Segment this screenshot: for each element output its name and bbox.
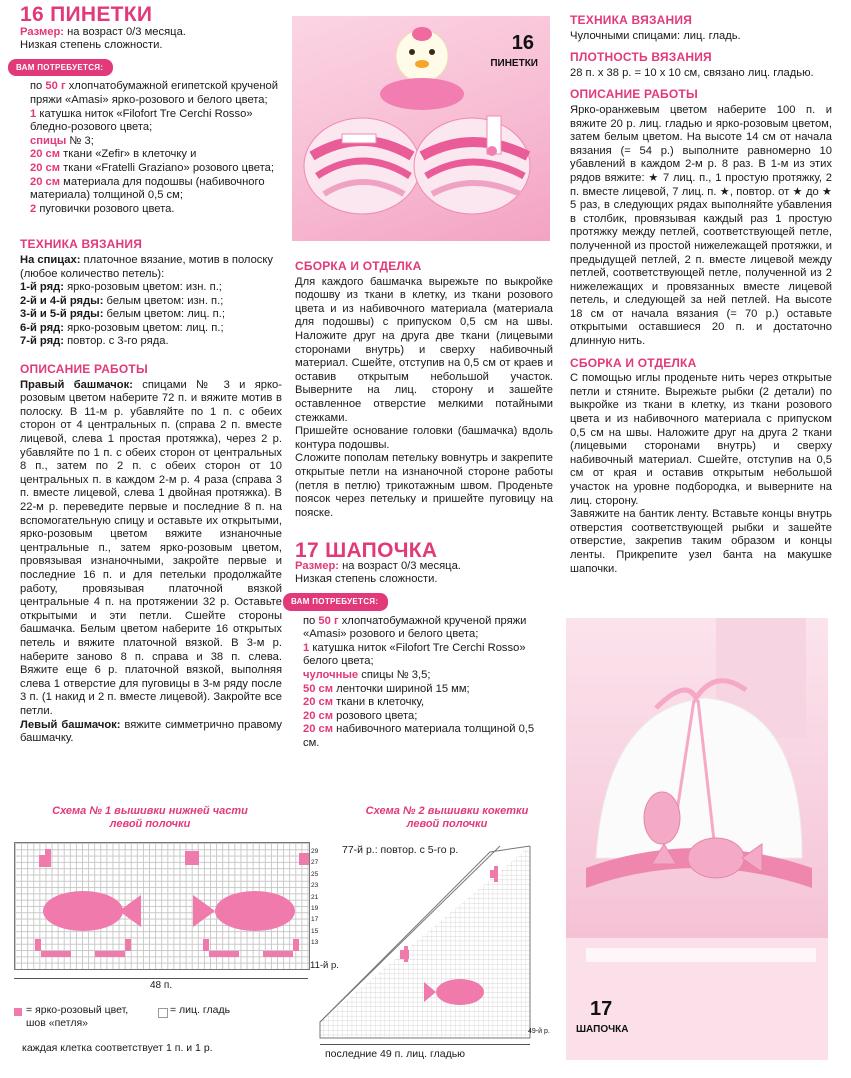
photo17-number: 17 — [590, 998, 613, 1020]
schema1-width-line — [14, 978, 308, 979]
column-middle — [291, 252, 553, 751]
item16-size-label: Размер: — [20, 25, 65, 38]
item17-materials — [295, 615, 553, 751]
hat-illustration — [566, 618, 828, 1060]
material-item — [303, 710, 553, 724]
material-text: ткани «Zefir» в клеточку и — [60, 148, 197, 161]
stitch-row-label: 7-й ряд: — [20, 335, 64, 348]
photo17-caption: ШАПОЧКА — [576, 1024, 629, 1035]
row-number: 17 — [311, 916, 319, 924]
photo16-caption: ПИНЕТКИ — [490, 58, 538, 69]
schema2-repeat-label: 77-й р.: повтор. с 5-го р. — [342, 844, 459, 856]
legend-pink-label: = ярко-розовый цвет, шов «петля» — [26, 1004, 129, 1029]
item17-work-text: Ярко-оранжевым цветом наберите 100 п. и вяжите 20 р. лиц. гладью и ярко-розовым цветом, затем белым цветом. На высоте 14 см от начала вязания (= 54 р.) выполните равномерно 10 убавлений в каждом 2-м р. 8 раз. В 1-м из этих рядов вяжите: ★ 7 лиц. п., 1 простую протяжку, 2 п. вместе лицевой, 7 лиц. п. ★, повтор. от ★ до ★ 5 раз, в следующих рядах выполняйте убавления в столбик, провязывая каждый раз 1 простую протяжку между петлей, соответствующей петле, полученной из простой нижележащей протяжки, и предыдущей петлей, 2 п. вместе лицевой между петлей, соответствующей петле, полученной из 2 нижележащих и провязанных вместе лицевой петель, и следующей за ней петлей. На высоте 18 см от начала вязания (= 70 р.) оставьте открытыми оставшиеся 20 п. и достаточно длинную нить. — [570, 103, 832, 348]
item16-left-label: Левый башмачок: — [20, 718, 121, 731]
material-text: катушка ниток «Filofort Tre Cerchi Rosso» бледно-розового цвета; — [30, 107, 253, 134]
material-amount: 50 г — [45, 80, 66, 93]
stitch-row — [20, 295, 282, 309]
material-text: розового цвета; — [333, 709, 418, 722]
stitch-row-text: повтор. с 3-го ряда. — [63, 335, 169, 348]
row-number: 15 — [311, 927, 319, 935]
stitch-row-label: 6-й ряд: — [20, 321, 64, 334]
item17-work-title: ОПИСАНИЕ РАБОТЫ — [570, 87, 698, 102]
material-text: ткани «Fratelli Graziano» розового цвета; — [60, 161, 274, 174]
material-text: катушка ниток «Filofort Tre Cerchi Rosso» белого цвета; — [303, 641, 526, 668]
column-right — [570, 14, 832, 576]
material-amount: 50 см — [303, 682, 334, 695]
item17-density-title: ПЛОТНОСТЬ ВЯЗАНИЯ — [570, 50, 712, 65]
item17-technique-text: Чулочными спицами: лиц. гладь. — [570, 29, 741, 42]
material-amount: 20 см — [303, 723, 334, 736]
material-amount: 2 — [30, 202, 37, 215]
item16-assembly-p2: Пришейте основание головки (башмачка) вдоль контура подошвы. — [295, 425, 553, 451]
stitch-row-text: белым цветом: лиц. п.; — [103, 308, 225, 321]
schema1-width-label: 48 п. — [150, 980, 173, 991]
item17-technique-title: ТЕХНИКА ВЯЗАНИЯ — [570, 13, 693, 27]
material-amount: 50 г — [318, 614, 339, 627]
column-left — [16, 3, 282, 746]
stitch-row-text: ярко-розовым цветом: изн. п.; — [63, 281, 222, 294]
material-amount: 20 см — [30, 148, 61, 161]
photo16-number: 16 — [511, 32, 534, 54]
legend-white-swatch — [158, 1008, 168, 1018]
stitch-row — [20, 308, 282, 322]
material-item — [30, 108, 282, 135]
item17-size-value: на возраст 0/3 месяца. — [339, 559, 461, 572]
material-item — [303, 615, 553, 642]
item16-title: 16 ПИНЕТКИ — [20, 3, 153, 26]
schema2-grid — [300, 842, 540, 1042]
schema1-grid — [14, 842, 310, 970]
schema2-footer: последние 49 п. лиц. гладью — [325, 1048, 466, 1060]
item16-assembly-p1: Для каждого башмачка вырежьте по выкройке подошву из ткани в клетку, из ткани розового цвета и из набивочного материала (материала для подошвы) с припуском 0,5 см на швы. Наложите друг на друга две ткани (лицевыми сторонами внутрь) и сверху набивочный материал. Сшейте, отступив на 0,5 см от краев и оставив открытым небольшой участок. Выверните на лиц. сторону и зашейте оставленное отверстие мелкими потайными стежками. — [295, 275, 553, 424]
item16-rows — [20, 281, 282, 349]
material-text: набивочного материала толщиной 0,5 см. — [303, 723, 535, 749]
photo-hat — [566, 618, 828, 1060]
stitch-row-label: 2-й и 4-й ряды: — [20, 294, 104, 307]
material-item — [30, 176, 282, 203]
row-number: 21 — [311, 893, 319, 901]
material-item — [303, 696, 553, 710]
legend-white-label: = лиц. гладь — [170, 1004, 231, 1016]
stitch-row-label: 1-й ряд: — [20, 281, 64, 294]
material-text: пуговички розового цвета. — [36, 202, 175, 215]
item16-size-value: на возраст 0/3 месяца. — [64, 25, 186, 38]
material-item — [30, 203, 282, 217]
material-text: № 3; — [66, 134, 94, 147]
stitch-row — [20, 281, 282, 295]
row-number: 19 — [311, 905, 319, 913]
item17-assembly-p2: Завяжите на бантик ленту. Вставьте концы внутрь отверстия соответствующей рыбки и зашейте отверстие, закрепив таким образом и концы ленты. Прикрепите узел банта на макушке шапочки. — [570, 508, 832, 575]
stitch-row-text: белым цветом: изн. п.; — [103, 294, 224, 307]
material-text: хлопчатобумажной крученой пряжи «Amasi» розового и белого цвета; — [303, 614, 527, 641]
material-item — [30, 162, 282, 176]
material-text: хлопчатобумажной египетской крученой пряжи «Amasi» ярко-розового и белого цвета; — [30, 80, 278, 106]
item16-assembly-p3: Сложите пополам петельку вовнутрь и закрепите открытые петли на изнаночной стороне работы (петля в петлю) трикотажным швом. Проденьте поясок через петельку и пришейте пуговицу на пояске. — [295, 452, 553, 519]
stitch-row — [20, 335, 282, 349]
material-item — [303, 642, 553, 669]
row-number: 25 — [311, 870, 319, 878]
material-text: ткани в клеточку, — [333, 696, 425, 709]
material-item — [30, 135, 282, 149]
legend-pink-swatch — [14, 1008, 22, 1016]
row-number: 27 — [311, 859, 319, 867]
item16-need-badge: ВАМ ПОТРЕБУЕТСЯ: — [8, 59, 113, 77]
row-number: 23 — [311, 882, 319, 890]
material-prefix: по — [30, 80, 46, 93]
item17-size-label: Размер: — [295, 559, 340, 572]
material-item — [30, 148, 282, 162]
schema2-width-line — [320, 1044, 530, 1045]
item16-technique-lead: платочное вязание, мотив в полоску (любое количество петель): — [20, 253, 274, 280]
item16-technique-lead-label: На спицах: — [20, 253, 81, 266]
material-text: ленточки шириной 15 мм; — [333, 682, 470, 695]
stitch-row-text: ярко-розовым цветом: лиц. п.; — [63, 321, 224, 334]
material-amount: 20 см — [30, 175, 61, 188]
schema1-bottom-label: 11-й р. — [310, 960, 339, 971]
row-number: 29 — [311, 848, 319, 855]
row-number: 13 — [311, 939, 319, 947]
item16-materials — [20, 80, 282, 216]
item16-right-label: Правый башмачок: — [20, 378, 133, 391]
item16-right-text: спицами № 3 и ярко-розовым цветом наберите 72 п. и вяжите мотив в полоску. В 11-м р. убавляйте по 1 п. с обеих сторон от 4 центральных п. (справа 2 п. вместе лицевой, слева 1 простая протяжка), через 2 р. убавляйте по 1 п. с обеих сторон от центральных 8 п., затем по 2 п. с обеих сторон от 10 центральных п. в каждом 2-м р. 4 раза (справа 3 п. вместе лицевой, слева 1 двойная протяжка). В 22-м р. переведите первые и последние 8 п. на вспомогательную спицу и оставьте их открытыми, ярко-розовым цветом вяжите изнаночные центральные п., затем ярко-розовым цветом, провязывая изнаночными, закройте первые и последние 16 п. и для петельки продолжайте работу, провязывая платочной вязкой центральные 4 п. на протяжении 32 р. Оставьте открытыми и эти петли. Сшейте стороны башмачка. Белым цветом наберите 16 открытых петель и вяжите платочной вязкой. В 3-м р. наберите заново 8 п. справа и 38 п. слева. Вяжите еще 6 р. платочной вязкой, выполняя слева 1 отверстие для пуговицы в 3-м ряду после 3 п. (1 накид и 2 п. вместе лицевой). Закройте все петли. — [20, 378, 282, 717]
item16-left-text: вяжите симметрично правому башмачку. — [20, 718, 282, 745]
material-amount: 20 см — [303, 709, 334, 722]
material-amount: 20 см — [303, 696, 334, 709]
item17-difficulty: Низкая степень сложности. — [295, 573, 438, 586]
material-prefix: по — [303, 614, 319, 627]
schema2-title: Схема № 2 вышивки кокетки левой полочки — [365, 805, 529, 830]
item16-technique-title: ТЕХНИКА ВЯЗАНИЯ — [20, 237, 143, 252]
schema1-note: каждая клетка соответствует 1 п. и 1 р. — [22, 1042, 213, 1054]
item16-work-title: ОПИСАНИЕ РАБОТЫ — [20, 362, 148, 377]
stitch-row-label: 3-й и 5-й ряды: — [20, 308, 104, 321]
material-amount: 1 — [303, 641, 310, 654]
material-item — [303, 683, 553, 697]
material-amount: 20 см — [30, 161, 61, 174]
photo-booties — [292, 16, 550, 241]
schema2-bottom-row: 49-й р. — [528, 1028, 550, 1035]
schema1-title: Схема № 1 вышивки нижней части левой полочки — [52, 805, 248, 830]
item16-difficulty: Низкая степень сложности. — [20, 39, 163, 52]
schema1-motif — [15, 843, 309, 969]
material-item — [303, 669, 553, 683]
item17-title: 17 ШАПОЧКА — [295, 539, 438, 563]
material-amount: чулочные — [303, 669, 359, 682]
material-text: спицы № 3,5; — [358, 669, 431, 682]
item17-density-text: 28 п. х 38 р. = 10 х 10 см, связано лиц. гладью. — [570, 66, 814, 79]
item16-assembly-title: СБОРКА И ОТДЕЛКА — [295, 259, 422, 273]
item17-assembly-p1: С помощью иглы проденьте нить через открытые петли и стяните. Вырежьте рыбки (2 детали) по выкройке из ткани в клетку, из ткани розового цвета и из набивочного материала с припуском 0,5 см на швы. Наложите друг на друга 2 ткани (лицевыми сторонами внутрь) и сверху набивочный материал. Сшейте, отступив на 0,5 см от края и оставив открытым небольшой участок на уровне подбородка, и выверните на лиц. сторону. — [570, 372, 832, 507]
material-item — [30, 80, 282, 107]
material-amount: спицы — [30, 134, 67, 147]
item17-assembly-title: СБОРКА И ОТДЕЛКА — [570, 355, 697, 370]
material-text: материала для подошвы (набивочного материала) толщиной 0,5 см; — [30, 175, 265, 202]
item17-need-badge: ВАМ ПОТРЕБУЕТСЯ: — [283, 593, 388, 611]
stitch-row — [20, 322, 282, 336]
material-amount: 1 — [30, 107, 37, 120]
material-item — [303, 723, 553, 750]
